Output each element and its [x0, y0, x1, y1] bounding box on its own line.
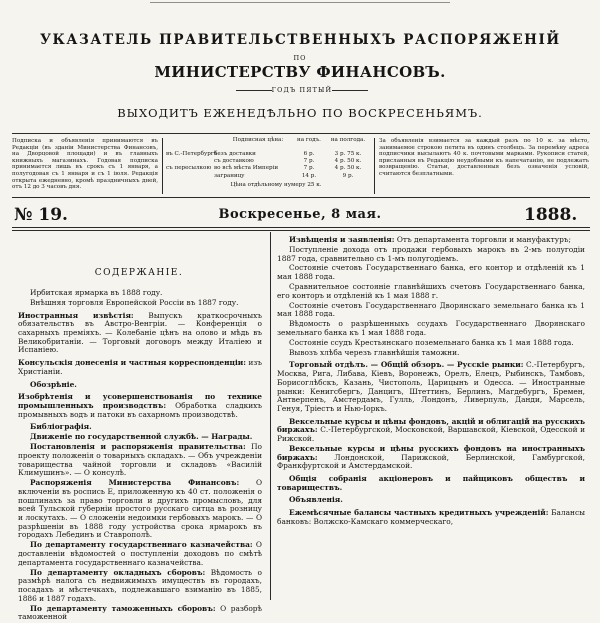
price-head-half: на полгода. — [330, 137, 366, 143]
contents-item: По департаменту государственнаго казначейства: О доставленіи вѣдомостей о поступленіи доходовъ по смѣтѣ департамента государственнаго казначейства. — [18, 540, 262, 567]
contents-item: Вексельные курсы и цѣны фондовъ, акцій и облигацій на русскихъ биржахъ: С.-Петербургской, Московской, Варшавской, Кіевской, Одесской и Рижской. — [277, 416, 585, 444]
column-divider — [270, 232, 271, 600]
contents-item: Иностранныя извѣстія: Выпускъ краткосрочныхъ обязательствъ въ Австро-Венгріи. — Конференція о сахарныхъ преміяхъ. — Колебаніе цѣнъ на олово и мѣдь въ Великобританіи. — Торговый договоръ между Италіею и Испаніею. — [18, 310, 262, 355]
issue-rule-bottom-1 — [12, 227, 590, 228]
top-edge-rule — [150, 2, 450, 3]
contents-item: Консульскія донесенія и частныя корреспонденціи: изъ Христіаніи. — [18, 358, 262, 376]
contents-item: Состояніе ссудъ Крестьянскаго поземельнаго банка къ 1 мая 1888 года. — [289, 337, 574, 347]
price-cell: съ пересылкою — [166, 165, 212, 172]
contents-item: Торговый отдѣлъ. — Общій обзоръ. — Русскіе рынки: С.-Петербургъ, Москва, Рига, Либава, Кіевъ, Воронежъ, Орелъ, Елецъ, Рыбинскъ, Тамбовъ, Борисоглѣбскъ, Казань, Чистополь, Царицынъ и Одесса. — Иностранные рынки: Кенигсбергъ, Данцигъ, Штеттинъ, Берлинъ, Магдебургъ, Бремен, Антверпенъ, Амстердамъ, Гулль, Лондонъ, Ливерпуль, Данди, Марсель, Генуя, Тріестъ и Нью-Іоркъ. — [277, 360, 585, 413]
price-cell: во всѣ мѣста Имперіи — [214, 165, 279, 172]
contents-item: Поступленіе дохода отъ продажи гербовыхъ марокъ въ 2-мъ полугодіи 1887 года, сравнительно съ 1-мъ полугодіемъ. — [277, 244, 585, 263]
contents-item: Ирбитская ярмарка въ 1888 году. — [30, 288, 163, 297]
contents-item: Распоряженія Министерства Финансовъ: О включеніи въ роспись Е, приложенную къ 40 ст. положенія о пошлинахъ за право торговли и другихъ промысловъ, для всей Тульской губерніи простого русскаго ситца въ розницу и лоскутахъ. — О сложеніи недоимки гербовыхъ марокъ. — О разрѣшеніи въ 1888 году устройства срока ярмарокъ въ городахъ Лебединъ и Ставрополѣ. — [18, 478, 262, 540]
contents-item: Изобрѣтенія и усовершенствованія по технике промышленныхъ производствъ: Обработка сладкихъ промывныхъ водъ и патоки въ сахарномъ производствѣ. — [18, 392, 262, 419]
price-cell: 6 р. — [303, 151, 315, 157]
issue-rule-top — [12, 197, 590, 198]
masthead-title: УКАЗАТЕЛЬ ПРАВИТЕЛЬСТВЕННЫХЪ РАСПОРЯЖЕНІЙ — [40, 32, 561, 48]
contents-item: Состояніе счетовъ Государственнаго банка, его контор и отдѣленій къ 1 мая 1888 года. — [277, 263, 585, 282]
price-cell: 7 р. — [303, 165, 315, 172]
contents-item: Внѣшняя торговля Европейской Россіи въ 1887 году. — [30, 297, 239, 307]
subscription-left-text: Подписка и объявленія принимаются въ Редакціи (въ зданіи Министерства Финансовъ, на Дворцовой площади) и въ главныхъ книжныхъ магазинахъ. Годовая подписка принимается лишь въ срокъ съ 1 января, а полугодовая съ 1 января и съ 1 іюля. Редакція открыта ежедневно, кромѣ праздничныхъ дней, отъ 12 до 3 часовъ дня. — [12, 138, 158, 191]
price-row — [166, 173, 372, 180]
contents-item: Объявленія. — [289, 495, 343, 505]
contents-left-column — [18, 289, 262, 623]
price-cell: безъ доставки — [214, 151, 256, 157]
issue-number: № 19. — [14, 205, 68, 225]
subscription-right-text: За объявленія взимается за каждый разъ по 10 к. за мѣсто, занимаемое строкою петита въ одинъ столбецъ. За перемѣну адреса подписчики высылаютъ 40 к. почтовыми марками. Рукописи статей, присланныя въ Редакцію неудобными къ напечатанію, не подлежатъ возвращенію. Статьи, доставленныя безъ означенія условій, считаются безплатными. — [379, 138, 589, 177]
contents-item: Вѣдомость о разрѣшенныхъ ссудахъ Государственнаго Дворянскаго земельнаго банка къ 1 мая 1888 года. — [277, 319, 585, 337]
price-cell: 14 р. — [301, 172, 317, 179]
price-cell: въ С.-Петербургѣ — [166, 151, 218, 157]
contents-item: Извѣщенія и заявленія: Отъ департамента торговли и мануфактуръ; — [289, 235, 571, 244]
contents-item: По департаменту окладныхъ сборовъ: Вѣдомость о размѣрѣ налога съ недвижимыхъ имуществъ въ городахъ, посадахъ и мѣстечкахъ, подлежавшаго взиманію въ 1885, 1886 и 1887 годахъ. — [18, 567, 262, 603]
masthead-year: ГОДЪ ПЯТЫЙ — [271, 86, 333, 94]
price-cell: заграницу — [214, 172, 245, 179]
issue-date: Воскресенье, 8 мая. — [218, 207, 382, 222]
header-rule — [12, 133, 590, 134]
contents-item: Ежемѣсячные балансы частныхъ кредитныхъ учрежденій: Балансы банковъ: Волжско-Камскаго коммерческаго, — [277, 508, 585, 526]
masthead-po: ПО — [293, 54, 307, 62]
contents-item: Постановленія и распоряженія правительства: По проекту положенія о товарныхъ складахъ. — Объ учрежденіи товарищества чайной торговли и складовъ «Василій Климушинъ». — О консулѣ. — [18, 442, 263, 478]
contents-item: Обозрѣніе. — [30, 379, 77, 389]
contents-item: По департаменту таможенныхъ сборовъ: О разборѣ таможенной — [18, 603, 262, 622]
contents-heading: СОДЕРЖАНІЕ. — [94, 268, 184, 278]
year-rule-right — [332, 90, 368, 91]
subscription-divider-left — [162, 138, 163, 194]
price-cell: 3 р. 75 к. — [334, 151, 362, 157]
issue-year: 1888. — [524, 205, 578, 225]
contents-item: Сравнительное состояніе главнѣйшихъ счетовъ Государственнаго банка, его конторъ и отдѣленій къ 1 мая 1888 г. — [277, 282, 585, 300]
contents-item: Вывозъ хлѣба черезъ главнѣйшія таможни. — [289, 347, 460, 357]
contents-item: Движеніе по государственной службѣ. — Награды. — [30, 432, 253, 442]
price-cell: 9 р. — [342, 172, 354, 179]
price-head-year: на годъ. — [297, 137, 321, 143]
single-issue-price: Цѣна отдѣльному нумеру 25 к. — [230, 182, 322, 188]
contents-right-column — [277, 236, 585, 528]
price-row — [166, 151, 372, 158]
contents-item: Состояніе счетовъ Государственнаго Дворянскаго земельнаго банка къ 1 мая 1888 года. — [277, 300, 585, 319]
price-title: Подписная цѣна: — [232, 137, 284, 143]
masthead-ministry: МИНИСТЕРСТВУ ФИНАНСОВЪ. — [154, 63, 446, 81]
price-cell: съ доставкою — [214, 158, 254, 165]
issue-rule-bottom-2 — [12, 230, 590, 231]
price-cell: 7 р. — [303, 158, 315, 165]
contents-item: Вексельные курсы и цѣны русскихъ фондовъ на иностранныхъ биржахъ: Лондонской, Парижской, Берлинской, Гамбургской, Франкфуртской и Амстердамской. — [277, 443, 585, 471]
price-cell: 4 р. 50 к. — [334, 165, 362, 172]
contents-item: Библіографія. — [30, 422, 92, 432]
price-row — [166, 165, 372, 172]
price-cell: 4 р. 50 к. — [334, 158, 362, 165]
masthead-weekly: ВЫХОДИТЪ ЕЖЕНЕДѢЛЬНО ПО ВОСКРЕСЕНЬЯМЪ. — [117, 106, 483, 120]
year-rule-left — [236, 90, 272, 91]
contents-item: Общія собранія акціонеровъ и пайщиковъ обществъ и товариществъ. — [277, 474, 585, 492]
subscription-divider-right — [374, 138, 375, 194]
